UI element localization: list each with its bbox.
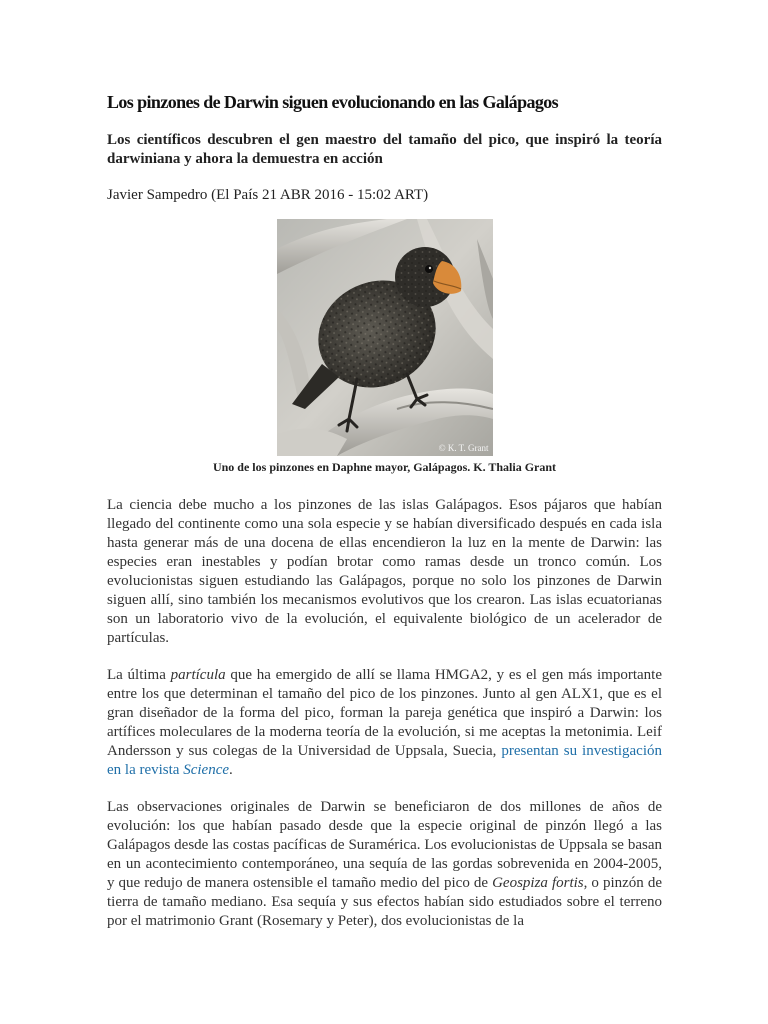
paragraph-3 (107, 798, 662, 931)
paragraph-2-text-a: La última (107, 667, 171, 683)
article-subtitle: Los científicos descubren el gen maestro del tamaño del pico, que inspiró la teoría darwiniana y ahora la demuestra en acción (107, 132, 662, 167)
finch-photo (277, 219, 493, 456)
paragraph-3-text-a: Las observaciones originales de Darwin se beneficiaron de dos millones de años de evolución: los que habían pasado desde que la especie original de pinzón llegó a las Galápagos desde las costas pacíficas de Suramérica. Los evolucionistas de Uppsala se basan en un acontecimiento contemporáneo, una sequía de las gordas sobrevenida en 2004-2005, y que redujo de manera ostensible el tamaño medio del pico de (107, 799, 662, 891)
species-name: Geospiza fortis (492, 875, 584, 891)
figure-caption: Uno de los pinzones en Daphne mayor, Galápagos. K. Thalia Grant (212, 460, 557, 474)
paragraph-2-emphasis: partícula (170, 667, 226, 683)
article-byline: Javier Sampedro (El País 21 ABR 2016 - 15:02 ART) (107, 187, 429, 203)
finch-photo-illustration (277, 219, 493, 456)
article (107, 90, 662, 931)
article-title: Los pinzones de Darwin siguen evolucionando en las Galápagos (107, 92, 559, 112)
science-link-journal[interactable]: Science (183, 762, 230, 778)
science-link-text[interactable]: presentan su investigación en la revista (107, 743, 663, 778)
photo-credit: © K. T. Grant (438, 443, 489, 453)
paragraph-2-text-b: que ha emergido de allí se llama HMGA2, y es el gen más importante entre los que determinan el tamaño del pico de los pinzones. Junto al gen ALX1, que es el gran diseñador de la forma del pico, forman la pareja genética que inspiró a Darwin: los artífices moleculares de la moderna teoría de la evolución, si me aceptas la metonimia. Leif Andersson y sus colegas de la Universidad de Uppsala, Suecia, (107, 667, 662, 759)
paragraph-3-text-b: , o pinzón de tierra de tamaño mediano. Esa sequía y sus efectos habían sido estudiados sobre el terreno por el matrimonio Grant (Rosemary y Peter), dos evolucionistas de la (107, 875, 663, 929)
paragraph-2-end: . (229, 762, 233, 778)
paragraph-1: La ciencia debe mucho a los pinzones de las islas Galápagos. Esos pájaros que habían llegado del continente como una sola especie y se habían diversificado después en cada isla hasta generar más de una docena de ellas encendieron la luz en la mente de Darwin: las especies eran inestables y podían brotar como ramas desde un tronco común. Los evolucionistas siguen estudiando las Galápagos, porque no solo los pinzones de Darwin siguen allí, sino también los mecanismos evolutivos que los crearon. Las islas ecuatorianas son un laboratorio vivo de la evolución, el equivalente biológico de un acelerador de partículas. (107, 497, 662, 646)
paragraph-2 (107, 666, 662, 780)
article-figure (107, 219, 662, 475)
